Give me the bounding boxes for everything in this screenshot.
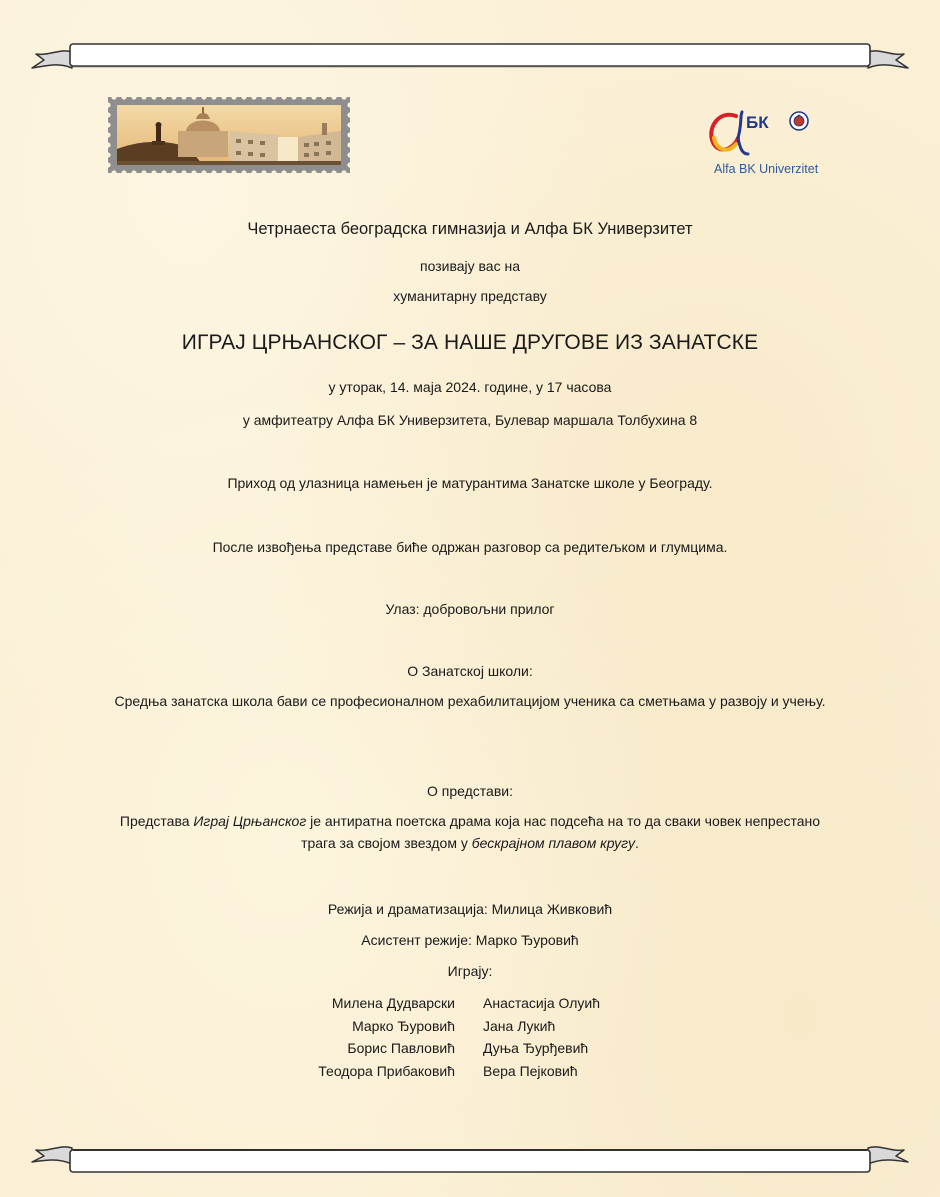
play-description <box>110 810 830 854</box>
event-venue: у амфитеатру Алфа БК Универзитета, Булевар маршала Толбухина 8 <box>242 412 698 428</box>
event-type-line: хуманитарну представу <box>393 288 547 304</box>
talk-note: После извођења представе биће одржан разговор са редитељком и глумцима. <box>212 539 728 555</box>
play-heading: О представи: <box>427 783 513 799</box>
alpha-logo-icon <box>706 104 816 160</box>
director-credit: Режија и драматизација: Милица Живковић <box>327 901 613 917</box>
event-datetime: у уторак, 14. маја 2024. године, у 17 часова <box>328 379 612 395</box>
ribbon-banner-bottom <box>30 1140 910 1180</box>
play-text-part-2: је антиратна поетска драма која нас подсећа на то да сваки човек непрестано трага за својом звездом у <box>301 813 821 851</box>
logo-mark-text: БК <box>746 113 769 132</box>
cast-member: Јана Лукић <box>483 1017 556 1034</box>
organizers-line: Четрнаеста београдска гимназија и Алфа БК Универзитет <box>247 220 693 238</box>
play-text-part-3: . <box>635 835 639 851</box>
proceeds-note: Приход од улазница намењен је матурантима Занатске школе у Београду. <box>227 475 713 491</box>
ribbon-banner-top <box>30 38 910 78</box>
play-title-italic: Играј Црњанског <box>193 813 307 829</box>
event-title: ИГРАЈ ЦРЊАНСКОГ – ЗА НАШЕ ДРУГОВЕ ИЗ ЗАНАТСКЕ <box>181 331 759 354</box>
cast-member: Марко Ђуровић <box>352 1017 455 1034</box>
cast-member: Милена Дудварски <box>331 995 455 1011</box>
logo-caption: Alfa BK Univerzitet <box>714 162 819 176</box>
school-heading: О Занатској школи: <box>407 663 533 679</box>
cast-member: Анастасија Олуић <box>483 995 601 1011</box>
alfa-bk-logo <box>706 104 836 180</box>
cast-column-left <box>280 992 455 1082</box>
cast-member: Теодора Прибаковић <box>318 1062 455 1079</box>
cast-member: Борис Павловић <box>347 1040 455 1056</box>
cast-heading: Играју: <box>447 963 493 979</box>
entry-note: Улаз: добровољни прилог <box>385 601 555 617</box>
play-quote-italic: бескрајном плавом кругу <box>471 835 636 851</box>
ribbon-icon <box>30 38 910 78</box>
school-photo-stamp <box>108 97 350 173</box>
invite-line: позивају вас на <box>420 258 520 274</box>
ribbon-icon <box>30 1140 910 1180</box>
school-description: Средња занатска школа бави се професионалном рехабилитацијом ученика са сметњама у развоју и учењу. <box>114 693 826 709</box>
assistant-credit: Асистент режије: Марко Ђуровић <box>361 932 579 948</box>
cast-column-right <box>483 992 658 1082</box>
cast-member: Вера Пејковић <box>483 1062 578 1079</box>
play-text-part-1: Представа <box>119 813 194 829</box>
cast-member: Дуња Ђурђевић <box>483 1040 589 1056</box>
